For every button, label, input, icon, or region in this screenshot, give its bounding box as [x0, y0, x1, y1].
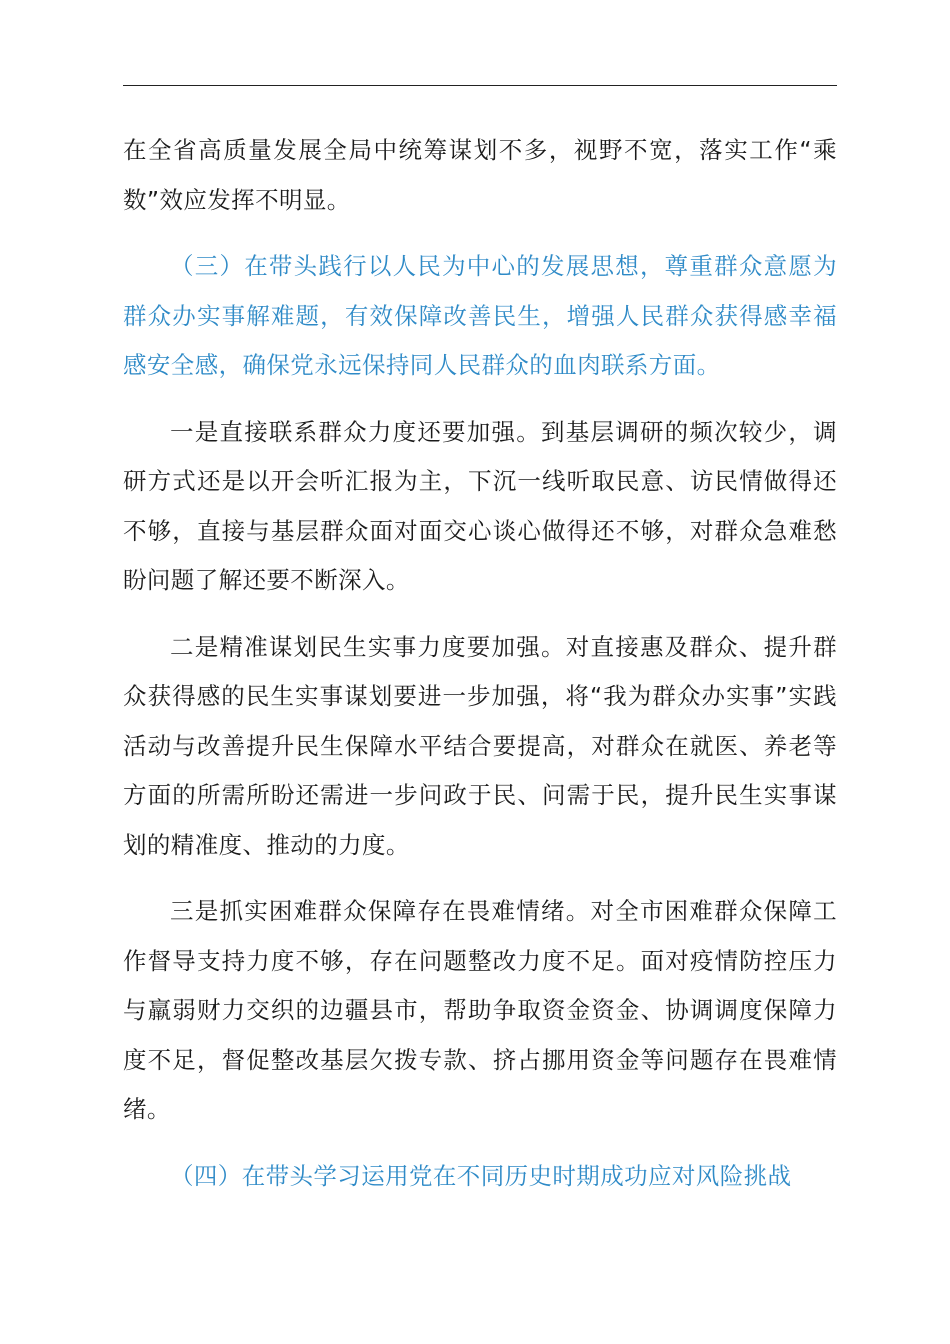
paragraph-continuation: 在全省高质量发展全局中统筹谋划不多，视野不宽，落实工作“乘数”效应发挥不明显。	[123, 136, 837, 214]
paragraph-point-2: 二是精准谋划民生实事力度要加强。对直接惠及群众、提升群众获得感的民生实事谋划要进一步加强，将“我为群众办实事”实践活动与改善提升民生保障水平结合要提高，对群众在就医、养老等方面的所需所盼还需进一步问政于民、问需于民，提升民生实事谋划的精准度、推动的力度。	[123, 632, 837, 859]
document-body	[123, 126, 837, 1201]
section-heading-4: （四）在带头学习运用党在不同历史时期成功应对风险挑战	[170, 1161, 792, 1190]
section-heading-3: （三）在带头践行以人民为中心的发展思想，尊重群众意愿为群众办实事解难题，有效保障改善民生，增强人民群众获得感幸福感安全感，确保党永远保持同人民群众的血肉联系方面。	[123, 252, 837, 379]
paragraph-point-1: 一是直接联系群众力度还要加强。到基层调研的频次较少，调研方式还是以开会听汇报为主，下沉一线听取民意、访民情做得还不够，直接与基层群众面对面交心谈心做得还不够，对群众急难愁盼问题了解还要不断深入。	[123, 417, 837, 594]
header-divider	[123, 85, 837, 86]
paragraph-point-3: 三是抓实困难群众保障存在畏难情绪。对全市困难群众保障工作督导支持力度不够，存在问题整改力度不足。面对疫情防控压力与羸弱财力交织的边疆县市，帮助争取资金资金、协调调度保障力度不足，督促整改基层欠拨专款、挤占挪用资金等问题存在畏难情绪。	[123, 897, 837, 1123]
